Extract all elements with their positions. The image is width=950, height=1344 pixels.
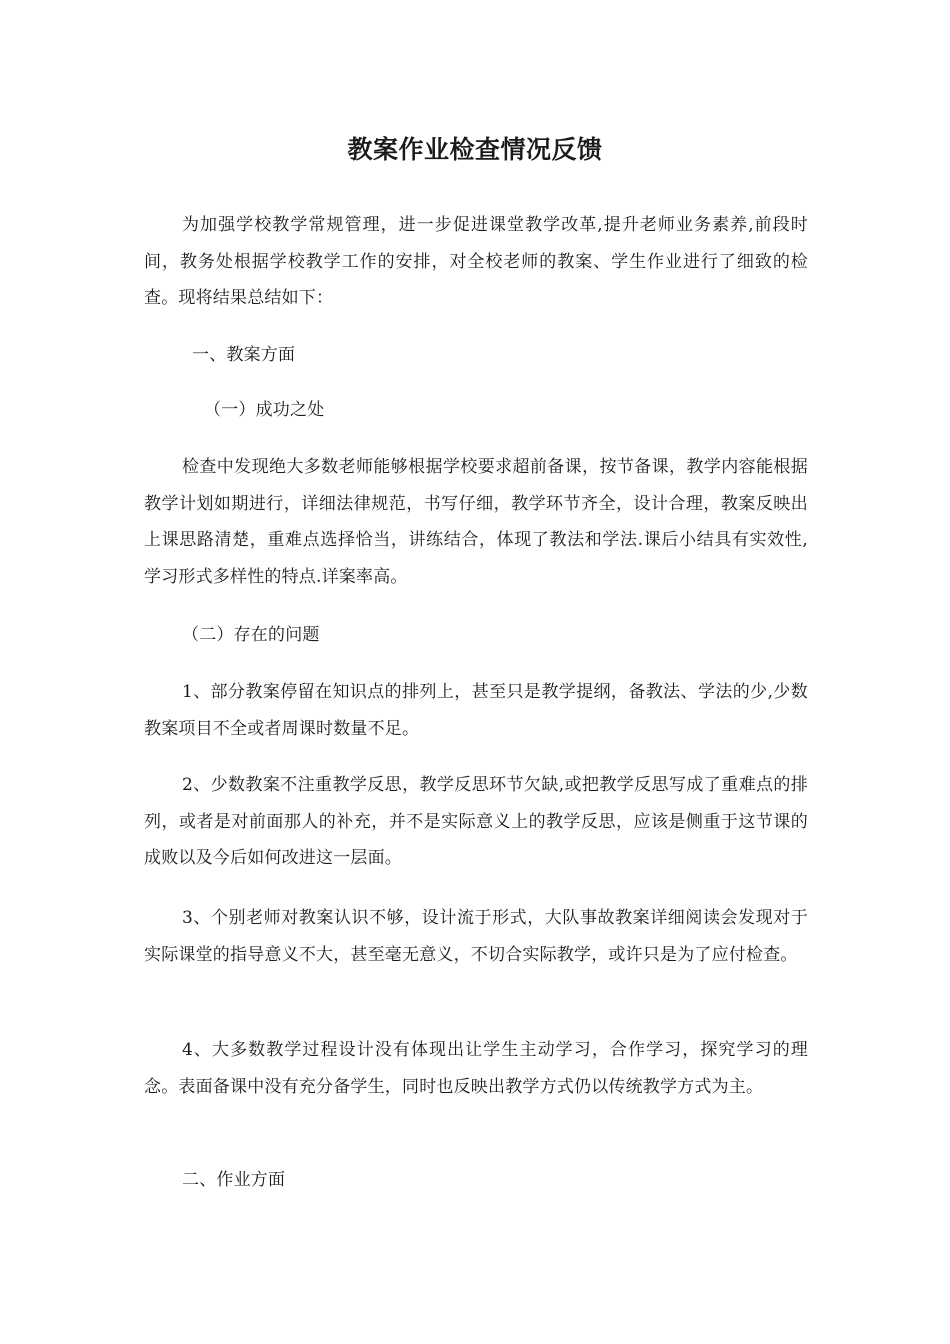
subsection-heading-problems: （二）存在的问题 <box>182 625 320 645</box>
successes-paragraph: 检查中发现绝大多数老师能够根据学校要求超前备课，按节备课，教学内容能根据教学计划如期进行，详细法律规范，书写仔细，教学环节齐全，设计合理，教案反映出上课思路清楚，重难点选择恰当，讲练结合，体现了教法和学法.课后小结具有实效性,学习形式多样性的特点.详案率高。 <box>144 457 808 587</box>
intro-paragraph: 为加强学校教学常规管理，进一步促进课堂教学改革,提升老师业务素养,前段时间，教务处根据学校教学工作的安排，对全校老师的教案、学生作业进行了细致的检查。现将结果总结如下： <box>144 215 808 308</box>
problem-item: 2、少数教案不注重教学反思，教学反思环节欠缺,或把教学反思写成了重难点的排列，或者是对前面那人的补充，并不是实际意义上的教学反思，应该是侧重于这节课的成败以及今后如何改进这一层面。 <box>144 775 808 868</box>
problem-item: 4、大多数教学过程设计没有体现出让学生主动学习，合作学习，探究学习的理念。表面备课中没有充分备学生，同时也反映出教学方式仍以传统教学方式为主。 <box>144 1040 808 1097</box>
problem-item: 3、个别老师对教案认识不够，设计流于形式，大队事故教案详细阅读会发现对于实际课堂的指导意义不大，甚至毫无意义，不切合实际教学，或许只是为了应付检查。 <box>144 908 808 965</box>
section-heading-lesson-plans: 一、教案方面 <box>192 345 296 365</box>
problem-item: 1、部分教案停留在知识点的排列上，甚至只是教学提纲，备教法、学法的少,少数教案项目不全或者周课时数量不足。 <box>144 682 808 739</box>
document-title: 教案作业检查情况反馈 <box>347 135 603 164</box>
section-heading-homework: 二、作业方面 <box>182 1170 286 1190</box>
subsection-heading-successes: （一）成功之处 <box>204 400 325 420</box>
